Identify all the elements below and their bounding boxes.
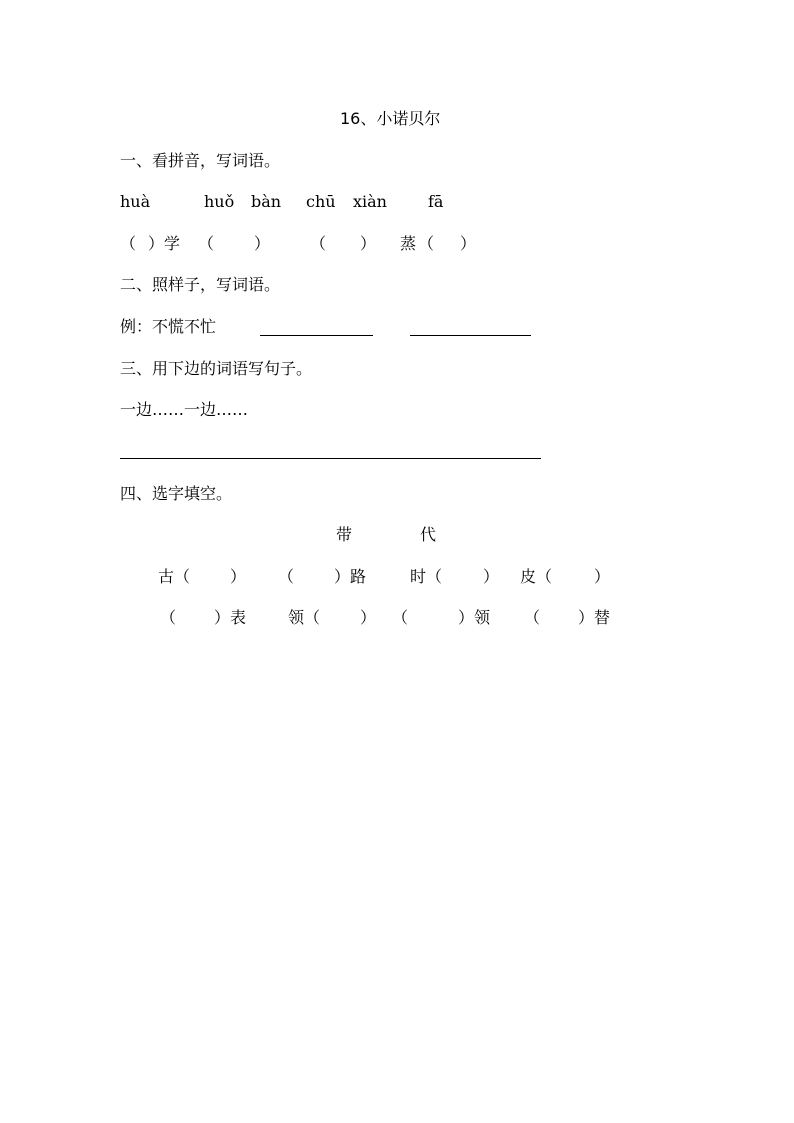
r2-item1-pre: （ [160, 608, 177, 627]
r1-item3-pre: 时（ [410, 567, 443, 586]
sentence-answer-line[interactable] [120, 458, 541, 459]
section1-heading: 一、看拼音，写词语。 [120, 151, 281, 170]
section2-example: 例：不慌不忙 [120, 317, 217, 336]
r2-item2-post: ） [360, 608, 377, 627]
pinyin-fa: fā [428, 192, 444, 211]
r1-item4-pre: 皮（ [520, 567, 553, 586]
r2-item4-post: ）替 [578, 608, 611, 627]
r1-item2-post: ）路 [334, 567, 367, 586]
r1-item3-post: ） [483, 567, 500, 586]
r2-item2-pre: 领（ [288, 608, 321, 627]
blank-2-close: ） [254, 234, 271, 253]
r2-item3-post: ）领 [458, 608, 491, 627]
r1-item1-pre: 古（ [158, 567, 191, 586]
section3-heading: 三、用下边的词语写句子。 [120, 359, 313, 378]
pinyin-hua: huà [120, 192, 151, 211]
pinyin-ban: bàn [251, 192, 282, 211]
blank-1-close: ）学 [148, 234, 181, 253]
section4-heading: 四、选字填空。 [120, 484, 233, 503]
r2-item1-post: ）表 [214, 608, 247, 627]
choice-dai-generation: 代 [420, 525, 437, 544]
blank-1-open: （ [120, 234, 137, 253]
blank-3-close: ） [360, 234, 377, 253]
blank-4-prefix: 蒸 [400, 234, 417, 253]
r1-item4-post: ） [594, 567, 611, 586]
blank-2-open: （ [198, 234, 215, 253]
pinyin-huo: huǒ [204, 192, 235, 211]
r1-item2-pre: （ [278, 567, 295, 586]
r2-item4-pre: （ [524, 608, 541, 627]
section2-heading: 二、照样子，写词语。 [120, 275, 281, 294]
r2-item3-pre: （ [392, 608, 409, 627]
r1-item1-post: ） [230, 567, 247, 586]
blank-4-close: ） [460, 234, 477, 253]
pinyin-xian: xiàn [353, 192, 387, 211]
choice-dai-belt: 带 [336, 525, 353, 544]
blank-4-open: （ [418, 234, 435, 253]
answer-line-1[interactable] [260, 335, 373, 336]
pinyin-chu: chū [306, 192, 336, 211]
blank-3-open: （ [310, 234, 327, 253]
answer-line-2[interactable] [410, 335, 531, 336]
section3-phrase: 一边……一边…… [120, 400, 249, 419]
page-title: 16、小诺贝尔 [340, 109, 441, 128]
